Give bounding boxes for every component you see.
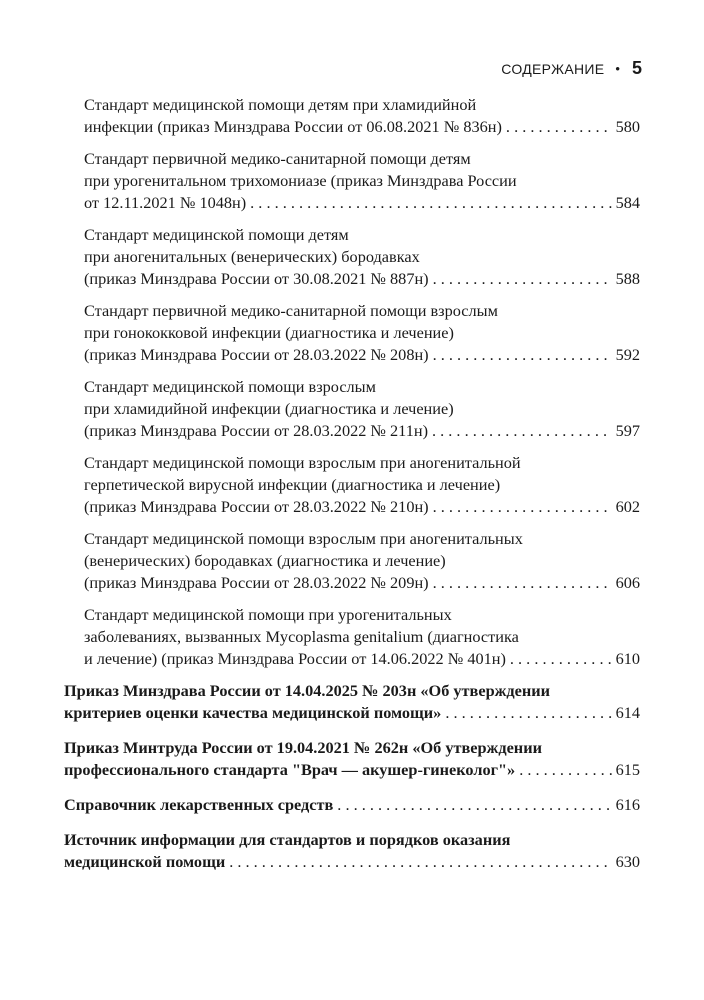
toc-entry-line: и лечение) (приказ Минздрава России от 14.06.2022 № 401н) [84,649,506,668]
dot-leader [506,116,612,138]
toc-page-number: 630 [615,852,640,871]
toc-page-number: 610 [615,649,640,668]
toc-entry-line: при урогенитальном трихомониазе (приказ Минздрава России [84,171,517,190]
toc-entry-line: (приказ Минздрава России от 30.08.2021 № 887н) [84,269,429,288]
toc-entry-line: (венерических) бородавках (диагностика и лечение) [84,551,446,570]
toc-entry-line: Источник информации для стандартов и порядков оказания [64,830,511,849]
toc-entry-line: (приказ Минздрава России от 28.03.2022 № 208н) [84,345,429,364]
toc-page-number: 614 [615,703,640,722]
toc-entry-line: герпетической вирусной инфекции (диагностика и лечение) [84,475,501,494]
toc-entry-line: Стандарт первичной медико-санитарной помощи взрослым [84,301,498,320]
bullet-icon: • [615,61,620,76]
toc-entry-line: Стандарт медицинской помощи при урогенитальных [84,605,452,624]
dot-leader [519,759,611,781]
toc-page-number: 584 [615,193,640,212]
toc-entry-line: Стандарт медицинской помощи детям при хламидийной [84,95,477,114]
toc-main-entry[interactable] [64,829,640,873]
toc-page-number: 616 [615,795,640,814]
running-header [501,58,642,79]
toc-entry-line: Стандарт медицинской помощи детям [84,225,349,244]
toc-entry-line: от 12.11.2021 № 1048н) [84,193,247,212]
toc-entry-line: Стандарт медицинской помощи взрослым [84,377,376,396]
toc-entry[interactable] [84,300,640,366]
toc-entry-line: Стандарт медицинской помощи взрослым при аногенитальной [84,453,521,472]
toc-entry-line: при аногенитальных (венерических) бородавках [84,247,420,266]
toc-main-entry[interactable] [64,680,640,724]
toc-entry[interactable] [84,452,640,518]
toc-entry[interactable] [84,148,640,214]
toc-entry-line: Стандарт медицинской помощи взрослым при аногенитальных [84,529,523,548]
toc-entry-line: Стандарт первичной медико-санитарной помощи детям [84,149,471,168]
toc-page-number: 615 [615,760,640,779]
toc-main-entry[interactable] [64,794,640,816]
toc-page-number: 597 [615,421,640,440]
toc-entry[interactable] [84,94,640,138]
section-title: СОДЕРЖАНИЕ [501,60,605,77]
dot-leader [250,192,611,214]
dot-leader [510,648,612,670]
dot-leader [433,496,612,518]
toc-entry-line: инфекции (приказ Минздрава России от 06.08.2021 № 836н) [84,117,502,136]
toc-entry-line: при хламидийной инфекции (диагностика и лечение) [84,399,454,418]
toc-entry[interactable] [84,224,640,290]
dot-leader [433,344,612,366]
dot-leader [229,851,611,873]
toc-entry-line: при гонококковой инфекции (диагностика и лечение) [84,323,454,342]
dot-leader [337,794,611,816]
dot-leader [432,420,612,442]
toc-entry-line: заболеваниях, вызванных Mycoplasma genitalium (диагностика [84,627,519,646]
toc-entry-line: (приказ Минздрава России от 28.03.2022 № 210н) [84,497,429,516]
dot-leader [445,702,611,724]
toc-main-entry[interactable] [64,737,640,781]
toc-entry-line: (приказ Минздрава России от 28.03.2022 № 209н) [84,573,429,592]
toc-page-number: 580 [615,117,640,136]
toc-entry-line: профессионального стандарта "Врач — акушер-гинеколог"» [64,760,516,779]
toc-page-number: 602 [615,497,640,516]
toc-entry-line: критериев оценки качества медицинской помощи» [64,703,442,722]
dot-leader [433,268,612,290]
toc-entry[interactable] [84,376,640,442]
toc-entry-line: медицинской помощи [64,852,226,871]
toc-entry-line: (приказ Минздрава России от 28.03.2022 № 211н) [84,421,428,440]
page-number: 5 [631,58,642,78]
toc-page-number: 588 [615,269,640,288]
toc-entry-line: Приказ Минтруда России от 19.04.2021 № 262н «Об утверждении [64,738,542,757]
toc-entry[interactable] [84,604,640,670]
dot-leader [433,572,612,594]
toc-entry[interactable] [84,528,640,594]
toc-page-number: 606 [615,573,640,592]
table-of-contents [64,94,640,886]
toc-entry-line: Справочник лекарственных средств [64,795,334,814]
toc-entry-line: Приказ Минздрава России от 14.04.2025 № 203н «Об утверждении [64,681,551,700]
toc-page-number: 592 [615,345,640,364]
